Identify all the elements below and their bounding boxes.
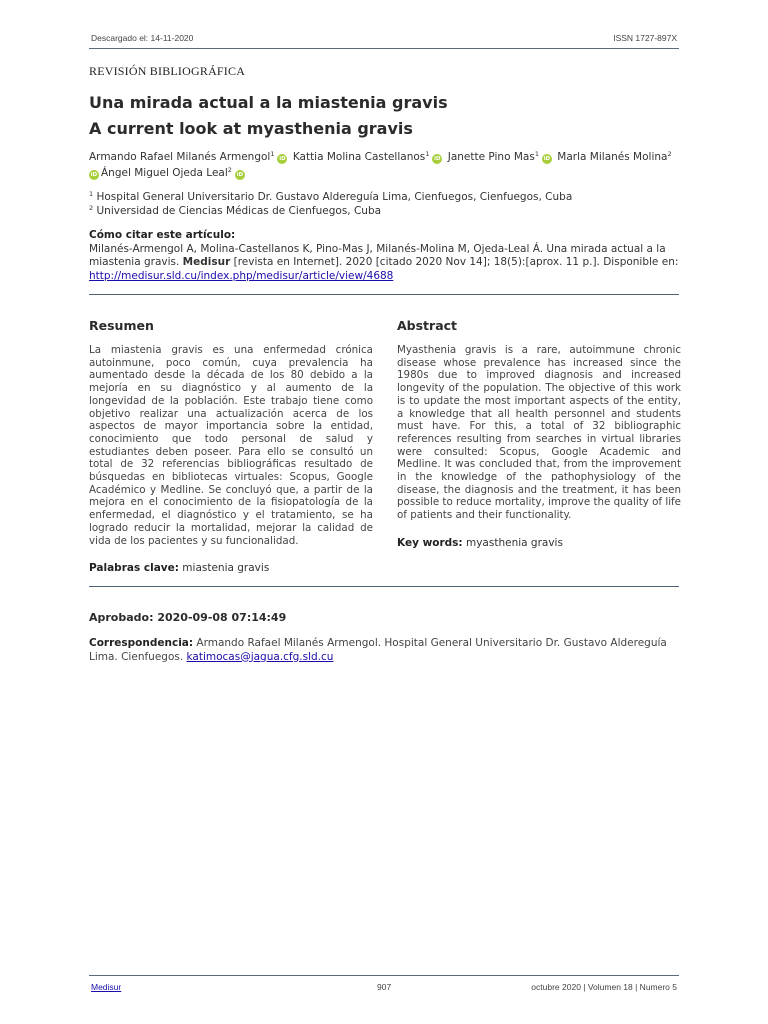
keywords-value: miastenia gravis (182, 562, 270, 575)
affiliations (89, 191, 572, 218)
title-english: A current look at myasthenia gravis (89, 119, 413, 138)
citation-details: [revista en Internet]. 2020 [citado 2020 Nov 14]; 18(5):[aprox. 11 p.]. Disponible en: (230, 256, 679, 268)
abstract-section (397, 318, 681, 549)
author-affiliation: 1 (425, 150, 430, 158)
author-affiliation: 2 (667, 150, 672, 158)
divider (89, 294, 679, 295)
author-name: Armando Rafael Milanés Armengol (89, 151, 271, 163)
orcid-icon[interactable]: iD (543, 156, 551, 162)
author-name: Kattia Molina Castellanos (292, 151, 426, 163)
divider (89, 586, 679, 587)
section-label: REVISIÓN BIBLIOGRÁFICA (89, 64, 246, 78)
affiliation-text: Hospital General Universitario Dr. Gustavo Aldereguía Lima, Cienfuegos, Cienfuegos, Cuba (96, 191, 573, 203)
correspondence (89, 637, 681, 664)
orcid-icon[interactable]: iD (236, 171, 244, 178)
approval-date: Aprobado: 2020-09-08 07:14:49 (89, 611, 287, 624)
author-affiliation: 2 (227, 165, 232, 174)
title-spanish: Una mirada actual a la miastenia gravis (89, 93, 448, 112)
citation-journal: Medisur (182, 256, 231, 268)
resumen-section (89, 318, 373, 574)
page-footer (89, 975, 679, 995)
resumen-body: La miastenia gravis es una enfermedad crónica autoinmune, poco común, cuya prevalencia ha aumentado desde la década de los 80 debido a la mejoría en su diagnóstico y al aumento de la longevidad de la población. Este trabajo tiene como objetivo realizar una actualización acerca de los aspectos de mayor importancia sobre la entidad, conocimiento que todo personal de salud y estudiantes deben poseer. Para ello se consultó un total de 32 referencias bibliográficas resultado de búsquedas en bibliotecas virtuales: Scopus, Google Académico y Medline. Se concluyó que, a partir de la mejora en el conocimiento de la fisiopatología de la enfermedad, el diagnóstico y el tratamiento, se ha logrado reducir la mortalidad, mejorar la calidad de vida de los pacientes y su funcionalidad. (89, 344, 373, 547)
affiliation-item (89, 205, 572, 219)
author-name: Marla Milanés Molina (557, 151, 668, 163)
download-date: Descargado el: 14-11-2020 (91, 33, 194, 43)
author (89, 151, 289, 163)
orcid-icon[interactable]: iD (90, 171, 98, 178)
correspondence-text: Armando Rafael Milanés Armengol. Hospital General Universitario Dr. Gustavo Aldereguía Lima. Cienfuegos. (89, 637, 667, 663)
keywords-label: Key words: (397, 536, 463, 549)
affiliation-item (89, 191, 572, 205)
citation-body: Milanés-Armengol A, Molina-Castellanos K, Pino-Mas J, Milanés-Molina M, Ojeda-Leal Á. Una mirada actual a la miastenia gravis. (89, 242, 666, 268)
key-words (397, 537, 681, 549)
author (557, 151, 671, 163)
author-affiliation: 1 (270, 150, 275, 158)
abstract-body: Myasthenia gravis is a rare, autoimmune chronic disease whose prevalence has increased since the 1980s due to improved diagnosis and increased longevity of the population. The objective of this work is to update the most important aspects of the entity, a knowledge that all health personnel and students must have. For this, a total of 32 bibliographic references resulting from searches in virtual libraries were consulted: Scopus, Google Academic and Medline. It was concluded that, from the improvement in the knowledge of the pathophysiology of the disease, the diagnosis and the treatment, it has been possible to reduce mortality, improve the quality of life of patients and their functionality. (397, 344, 682, 522)
citation-heading: Cómo citar este artículo: (89, 229, 236, 241)
author-affiliation: 1 (534, 150, 539, 158)
affiliation-number: 2 (89, 203, 94, 212)
affiliation-number: 1 (89, 190, 94, 198)
author (448, 151, 554, 163)
abstract-heading: Abstract (397, 318, 458, 333)
orcid-icon[interactable]: iD (279, 156, 286, 162)
resumen-heading: Resumen (89, 318, 154, 333)
keywords-value: myasthenia gravis (465, 536, 563, 549)
author (293, 151, 445, 163)
issn: ISSN 1727-897X (613, 33, 677, 43)
author (89, 167, 247, 179)
author-list (89, 150, 681, 181)
author-name: Ángel Miguel Ojeda Leal (101, 166, 228, 179)
citation-url-link[interactable]: http://medisur.sld.cu/index.php/medisur/article/view/4688 (89, 269, 394, 282)
citation-block (89, 229, 681, 283)
author-name: Janette Pino Mas (447, 151, 535, 163)
issue-info: octubre 2020 | Volumen 18 | Numero 5 (531, 982, 677, 992)
page-number: 907 (377, 982, 392, 992)
correspondence-label: Correspondencia: (89, 637, 194, 649)
keywords-label: Palabras clave: (89, 562, 179, 575)
affiliation-text: Universidad de Ciencias Médicas de Cienfuegos, Cuba (96, 204, 382, 217)
page-header (89, 31, 679, 49)
citation-text (89, 243, 681, 284)
footer-journal-link[interactable]: Medisur (91, 982, 122, 992)
orcid-icon[interactable]: iD (434, 156, 441, 162)
correspondence-email-link[interactable]: katimocas@jagua.cfg.sld.cu (186, 650, 334, 663)
palabras-clave (89, 562, 373, 574)
